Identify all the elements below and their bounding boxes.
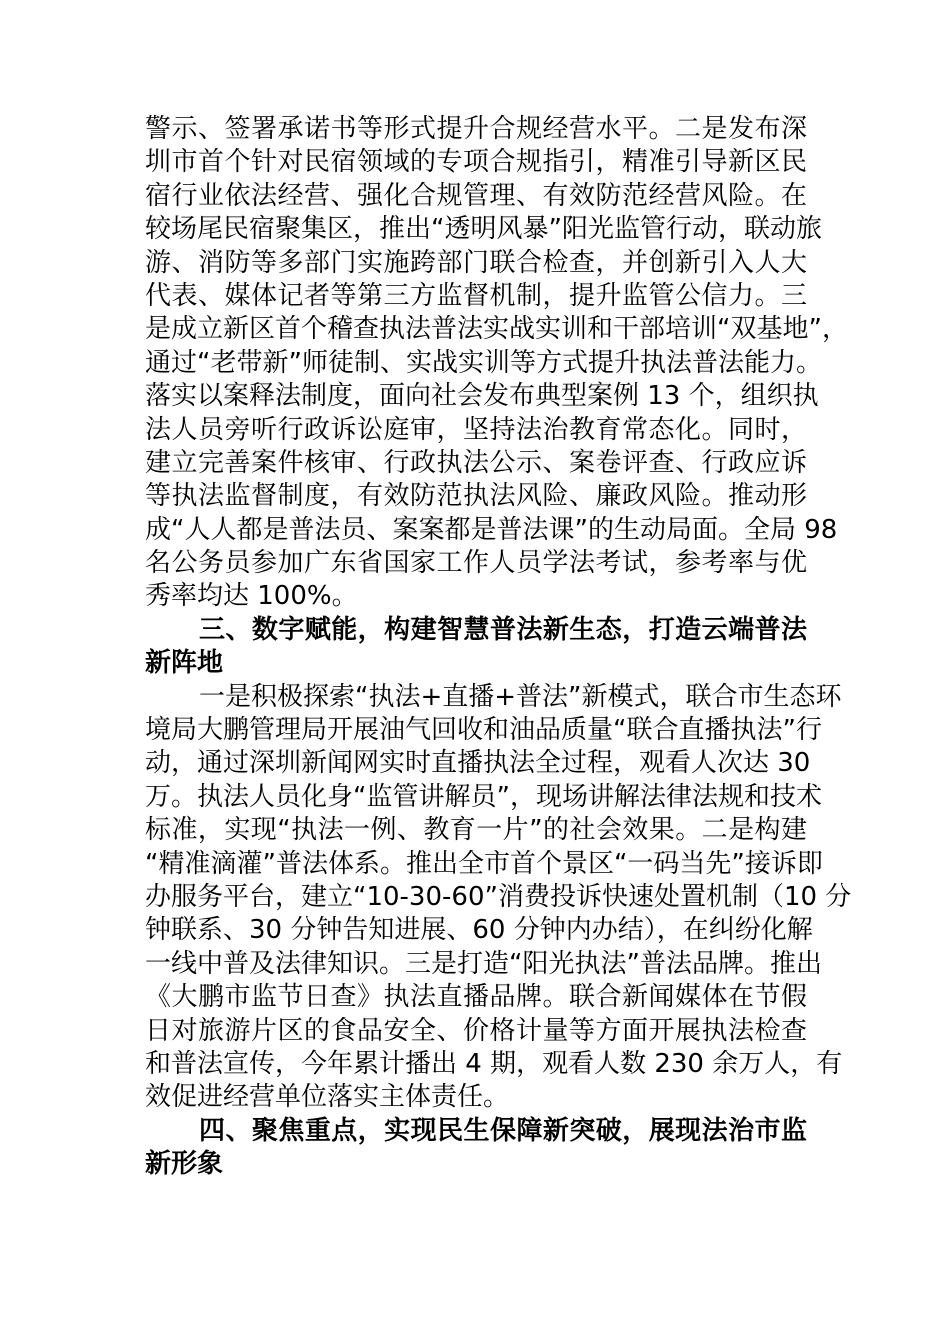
heading-line: 三、数字赋能，构建智慧普法新生态，打造云端普法 xyxy=(199,614,807,645)
text-line: 秀率均达 100%。 xyxy=(145,581,358,612)
text-line: 办服务平台，建立“10-30-60”消费投诉快速处置机制（10 分 xyxy=(145,881,852,912)
text-line: 落实以案释法制度，面向社会发布典型案例 13 个，组织执 xyxy=(145,381,819,412)
text-line: 动，通过深圳新闻网实时直播执法全过程，观看人次达 30 xyxy=(145,748,811,779)
text-line: 宿行业依法经营、强化合规管理、有效防范经营风险。在 xyxy=(145,180,807,211)
paragraph-digital xyxy=(145,681,852,1115)
text-line: 警示、签署承诺书等形式提升合规经营水平。二是发布深 xyxy=(145,114,807,144)
text-line: 钟联系、30 分钟告知进展、60 分钟内办结），在纠纷化解 xyxy=(145,915,813,946)
paragraph-compliance xyxy=(145,113,848,614)
text-line: 圳市首个针对民宿领域的专项合规指引，精准引导新区民 xyxy=(145,147,807,178)
text-line: 成“人人都是普法员、案案都是普法课”的生动局面。全局 98 xyxy=(145,514,838,545)
text-line: 一线中普及法律知识。三是打造“阳光执法”普法品牌。推出 xyxy=(145,948,822,979)
text-line: 名公务员参加广东省国家工作人员学法考试，参考率与优 xyxy=(145,548,807,579)
text-line: 标准，实现“执法一例、教育一片”的社会效果。二是构建 xyxy=(145,815,807,846)
text-line: 建立完善案件核审、行政执法公示、案卷评查、行政应诉 xyxy=(145,447,807,478)
heading-line: 四、聚焦重点，实现民生保障新突破，展现法治市监 xyxy=(199,1115,807,1146)
text-line: 一是积极探索“执法+直播+普法”新模式，联合市生态环 xyxy=(199,681,842,712)
text-line: 游、消防等多部门实施跨部门联合检查，并创新引入人大 xyxy=(145,247,807,278)
heading-line: 新形象 xyxy=(145,1149,224,1180)
text-line: 日对旅游片区的食品安全、价格计量等方面开展执法检查 xyxy=(145,1015,807,1046)
text-line: 是成立新区首个稽查执法普法实战实训和干部培训“双基地”， xyxy=(145,314,848,345)
text-line: 等执法监督制度，有效防范执法风险、廉政风险。推动形 xyxy=(145,481,807,512)
text-line: 《大鹏市监节日查》执法直播品牌。联合新闻媒体在节假 xyxy=(145,982,807,1013)
section-heading-livelihood xyxy=(145,1115,807,1182)
text-line: 代表、媒体记者等第三方监督机制，提升监管公信力。三 xyxy=(145,280,807,311)
text-line: 和普法宣传，今年累计播出 4 期，观看人数 230 余万人，有 xyxy=(145,1048,843,1079)
text-line: 境局大鹏管理局开展油气回收和油品质量“联合直播执法”行 xyxy=(145,715,822,746)
heading-line: 新阵地 xyxy=(145,648,224,679)
section-heading-digital xyxy=(145,614,807,681)
text-line: 法人员旁听行政诉讼庭审，坚持法治教育常态化。同时， xyxy=(145,414,807,445)
text-line: 效促进经营单位落实主体责任。 xyxy=(145,1082,510,1113)
text-line: 万。执法人员化身“监管讲解员”，现场讲解法律法规和技术 xyxy=(145,781,822,812)
text-line: 通过“老带新”师徒制、实战实训等方式提升执法普法能力。 xyxy=(145,347,822,378)
text-line: “精准滴灌”普法体系。推出全市首个景区“一码当先”接诉即 xyxy=(145,848,823,879)
text-line: 较场尾民宿聚集区，推出“透明风暴”阳光监管行动，联动旅 xyxy=(145,214,822,245)
document-page xyxy=(145,113,852,1182)
